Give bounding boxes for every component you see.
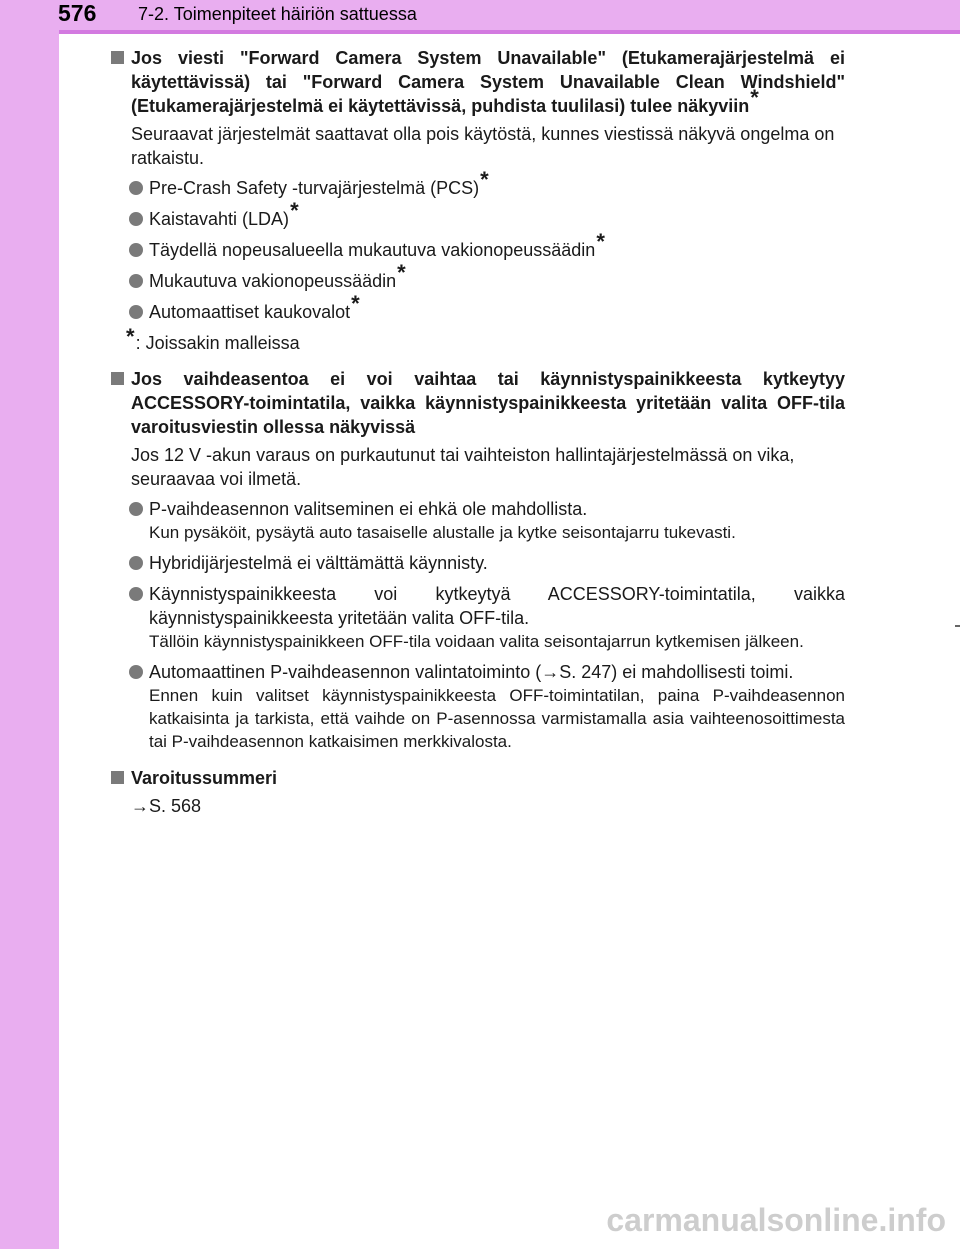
asterisk-mark: *	[480, 167, 489, 192]
list-item-text: Automaattinen P-vaihdeasennon valintatoiminto (→S. 247) ei mahdollisesti toimi.	[149, 662, 794, 682]
round-bullet-icon	[129, 181, 143, 195]
chapter-tab-sidebar	[0, 0, 59, 1249]
page-reference-link[interactable]: →S. 568	[131, 796, 202, 816]
asterisk-mark: *	[750, 85, 759, 110]
list-item-text: Kaistavahti (LDA)	[149, 209, 290, 229]
section-title: 7-2. Toimenpiteet häiriön sattuessa	[138, 4, 417, 24]
round-bullet-icon	[129, 556, 143, 570]
list-item-subtext: Tällöin käynnistyspainikkeen OFF-tila voidaan valita seisontajarrun kytkemisen jälkeen.	[149, 632, 804, 651]
round-bullet-icon	[129, 274, 143, 288]
list-item-subtext: Ennen kuin valitset käynnistyspainikkeesta OFF-toimintatilan, paina P-vaihdeasennon katkaisinta ja tarkista, että vaihde on P-asennossa varmistamalla asia vaihteenosoittimesta tai P-vaihdeasennon katkaisimen merkkivalosta.	[149, 686, 845, 751]
square-bullet-icon	[111, 51, 124, 64]
round-bullet-icon	[129, 587, 143, 601]
asterisk-mark: *	[290, 198, 299, 223]
list-item	[110, 551, 845, 575]
heading-text: Jos vaihdeasentoa ei voi vaihtaa tai käynnistyspainikkeesta kytkeytyy ACCESSORY-toimintatila, vaikka käynnistyspainikkeesta yritetään valita OFF-tila varoitusviestin ollessa näkyvissä	[131, 369, 845, 437]
list-item-text: Mukautuva vakionopeussäädin	[149, 271, 397, 291]
round-bullet-icon	[129, 243, 143, 257]
list-item-text: Käynnistyspainikkeesta voi kytkeytyä ACCESSORY-toimintatila, vaikka käynnistyspainikkeesta yritetään valita OFF-tila.	[149, 584, 845, 628]
asterisk-mark: *	[126, 324, 135, 349]
heading-text: Jos viesti "Forward Camera System Unavailable" (Etukamerajärjestelmä ei käytettävissä) tai "Forward Camera System Unavailable Clean Windshield" (Etukamerajärjestelmä ei käytettävissä, puhdista tuulilasi) tulee näkyviin	[131, 48, 845, 116]
heading-gear-cannot-change	[110, 367, 845, 439]
intro-paragraph: Jos 12 V -akun varaus on purkautunut tai vaihteiston hallintajärjestelmässä on vika, seuraavaa voi ilmetä.	[131, 445, 795, 489]
square-bullet-icon	[111, 372, 124, 385]
list-item	[110, 229, 845, 262]
footnote-text: : Joissakin malleissa	[135, 333, 300, 353]
round-bullet-icon	[129, 305, 143, 319]
list-item	[110, 167, 845, 200]
round-bullet-icon	[129, 212, 143, 226]
list-item-text: Automaattiset kaukovalot	[149, 302, 351, 322]
list-item	[110, 497, 845, 544]
edge-mark	[955, 625, 960, 627]
heading-warning-buzzer	[110, 766, 845, 790]
list-item-text: Täydellä nopeusalueella mukautuva vakionopeussäädin	[149, 240, 596, 260]
list-item-text: Hybridijärjestelmä ei välttämättä käynnisty.	[149, 553, 488, 573]
round-bullet-icon	[129, 502, 143, 516]
list-item-text: P-vaihdeasennon valitseminen ei ehkä ole mahdollista.	[149, 499, 588, 519]
asterisk-mark: *	[596, 229, 605, 254]
asterisk-mark: *	[351, 291, 360, 316]
asterisk-mark: *	[397, 260, 406, 285]
watermark: carmanualsonline.info	[606, 1202, 946, 1238]
page-content	[110, 46, 845, 824]
heading-text: Varoitussummeri	[131, 768, 278, 788]
list-item-text: Pre-Crash Safety -turvajärjestelmä (PCS)	[149, 178, 480, 198]
list-item	[110, 260, 845, 293]
list-item	[110, 198, 845, 231]
list-item	[110, 291, 845, 324]
footnote	[110, 324, 845, 355]
square-bullet-icon	[111, 771, 124, 784]
heading-camera-unavailable	[110, 46, 845, 118]
page-number: 576	[58, 0, 97, 26]
list-item-subtext: Kun pysäköit, pysäytä auto tasaiselle alustalle ja kytke seisontajarru tukevasti.	[149, 523, 736, 542]
round-bullet-icon	[129, 665, 143, 679]
list-item	[110, 660, 845, 753]
header-rule	[59, 30, 960, 34]
list-item	[110, 582, 845, 653]
intro-paragraph: Seuraavat järjestelmät saattavat olla pois käytöstä, kunnes viestissä näkyvä ongelma on ratkaistu.	[131, 124, 835, 168]
